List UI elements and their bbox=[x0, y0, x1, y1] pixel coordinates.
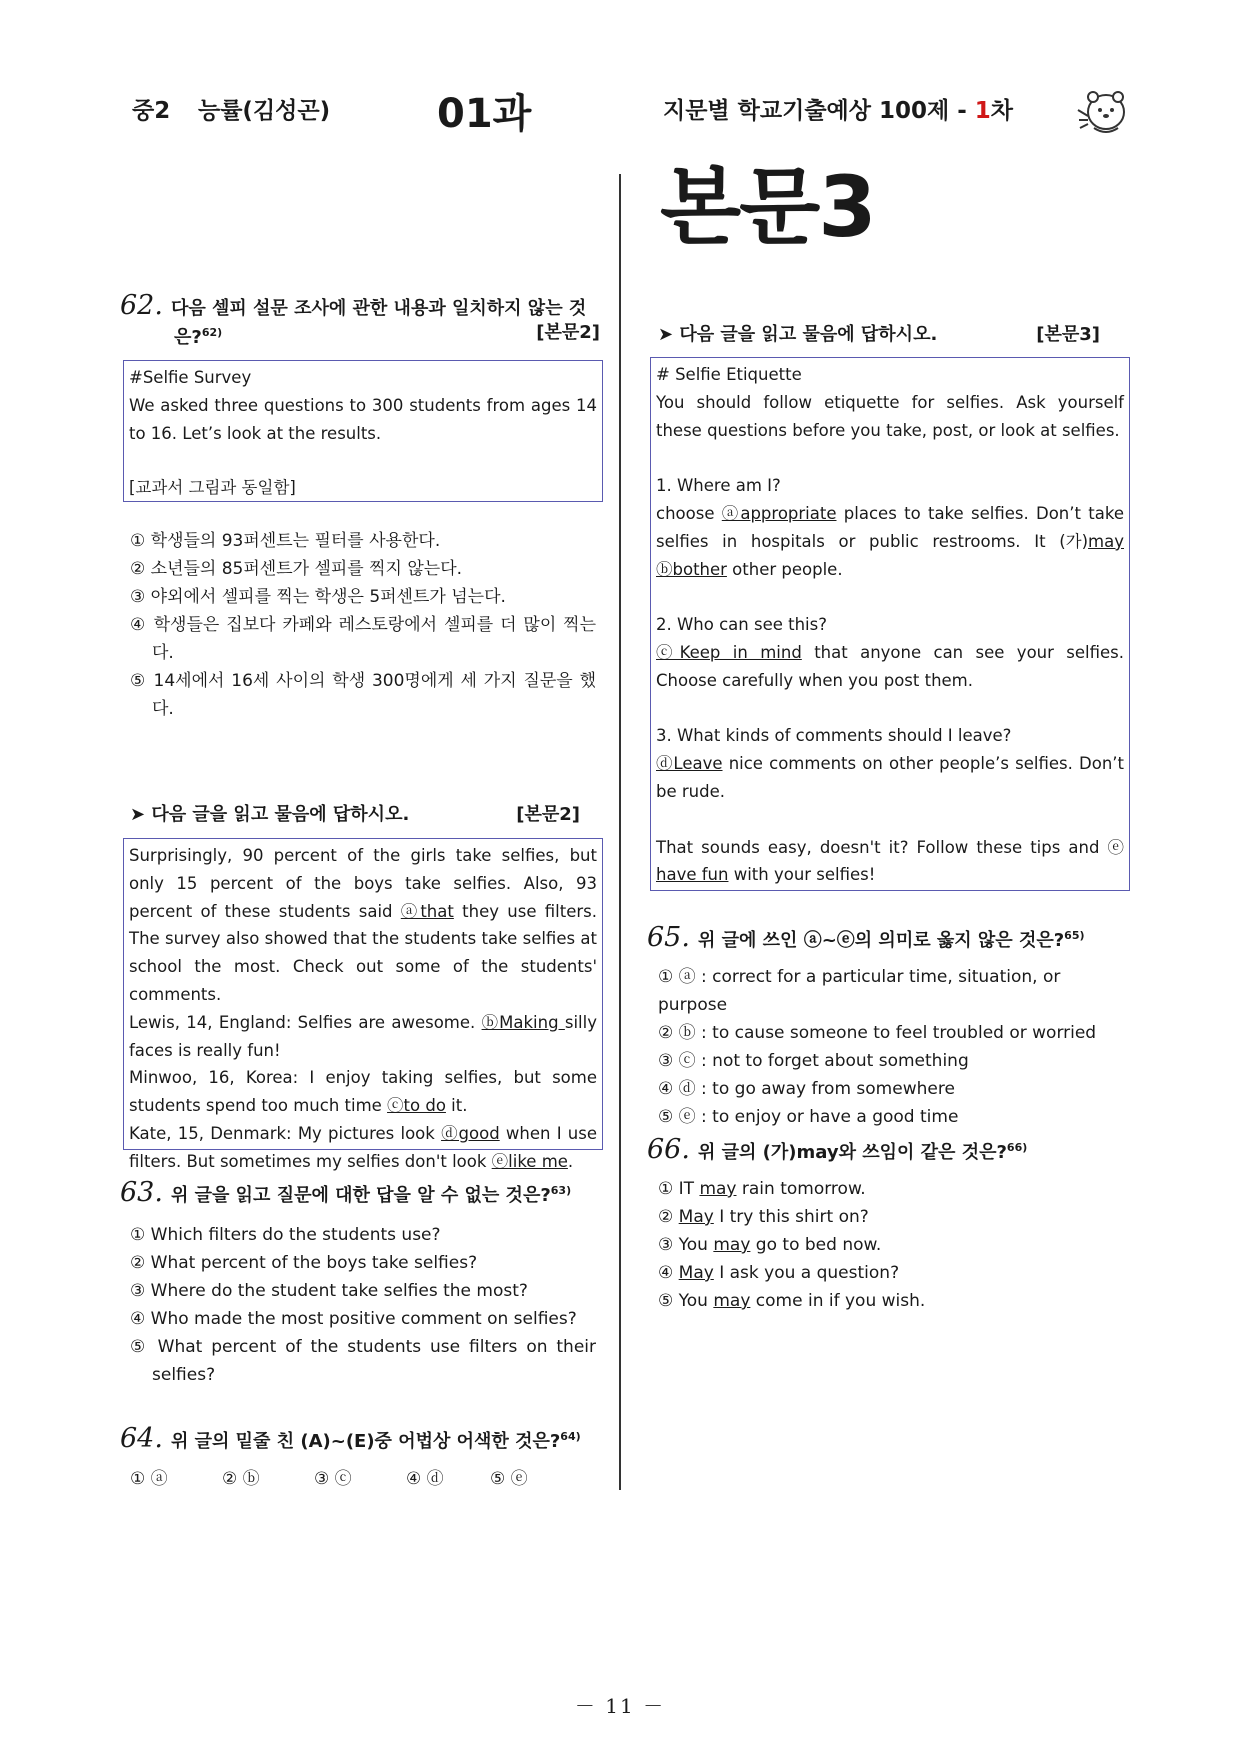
passage-3-ending bbox=[656, 834, 1124, 890]
passage-2-para-2 bbox=[129, 1009, 597, 1065]
passage-2-header bbox=[130, 800, 580, 826]
question-64-footnote: 64) bbox=[560, 1430, 581, 1443]
question-64-options bbox=[130, 1465, 600, 1493]
option-65-1[interactable]: ① ⓐ : correct for a particular time, situation, or purpose bbox=[658, 967, 1061, 1015]
option-65-5[interactable]: ⑤ ⓔ : to enjoy or have a good time bbox=[658, 1107, 959, 1127]
option-underline: may bbox=[713, 1235, 751, 1255]
option-text: go to bed now. bbox=[750, 1235, 882, 1255]
survey-text: We asked three questions to 300 students from ages 14 to 16. Let’s look at the results. bbox=[129, 395, 597, 443]
passage-3-title: # Selfie Etiquette bbox=[656, 365, 802, 384]
passage-3-tag: [본문3] bbox=[1036, 324, 1100, 345]
option-63-2[interactable]: ② What percent of the boys take selfies? bbox=[130, 1253, 478, 1273]
option-text: I try this shirt on? bbox=[713, 1207, 869, 1227]
p3-text: That sounds easy, doesn't it? Follow these tips and ⓔ bbox=[656, 837, 1124, 857]
underline-may: may bbox=[1088, 531, 1124, 551]
p3-text: with your selfies! bbox=[728, 865, 876, 885]
option-63-1[interactable]: ① Which filters do the students use? bbox=[130, 1225, 441, 1245]
p3-text: other people. bbox=[726, 559, 843, 579]
passage-2-para-3 bbox=[129, 1064, 597, 1120]
survey-note: [교과서 그림과 동일함] bbox=[129, 478, 296, 498]
underline-c: ⓒto do bbox=[387, 1096, 446, 1116]
passage-3-heading-3: 3. What kinds of comments should I leave? bbox=[656, 726, 1012, 746]
underline-d: ⓓgood bbox=[441, 1123, 500, 1143]
passage-2-box bbox=[123, 838, 603, 1171]
option-64-4[interactable]: ④ ⓓ bbox=[406, 1469, 444, 1489]
option-underline: May bbox=[678, 1207, 714, 1227]
option-65-4[interactable]: ④ ⓓ : to go away from somewhere bbox=[658, 1079, 955, 1099]
question-62-number: 62. bbox=[120, 290, 163, 321]
passage-2-para-1 bbox=[129, 842, 597, 1009]
passage-3-box bbox=[650, 357, 1130, 891]
question-66-options bbox=[658, 1175, 1128, 1315]
p2-text: Kate, 15, Denmark: My pictures look bbox=[129, 1123, 442, 1143]
p3-text: choose bbox=[656, 503, 722, 523]
option-64-1[interactable]: ① ⓐ bbox=[130, 1469, 168, 1489]
question-64-number: 64. bbox=[120, 1423, 163, 1454]
passage-2-instruction: ➤ 다음 글을 읽고 물음에 답하시오. bbox=[130, 804, 410, 825]
option-63-3[interactable]: ③ Where do the student take selfies the most? bbox=[130, 1281, 528, 1301]
section-title: 본문3 bbox=[660, 158, 875, 256]
p2-text: Lewis, 14, England: Selfies are awesome. bbox=[129, 1012, 482, 1032]
option-underline: may bbox=[699, 1179, 737, 1199]
survey-title: #Selfie Survey bbox=[129, 368, 252, 387]
underline-d: ⓓLeave bbox=[656, 754, 723, 774]
option-underline: may bbox=[713, 1291, 751, 1311]
series-suffix: 차 bbox=[990, 98, 1013, 124]
p2-text: Surprisingly, 90 percent of the girls take selfies, but only 15 percent of the boys take selfies. Also, 93 percent of these students said bbox=[129, 846, 597, 921]
option-text: ⑤ You bbox=[658, 1291, 714, 1311]
question-62 bbox=[120, 292, 600, 352]
option-66-4[interactable] bbox=[658, 1259, 1128, 1287]
option-63-5[interactable]: ⑤ What percent of the students use filters on their selfies? bbox=[130, 1337, 596, 1385]
passage-3-instruction: ➤ 다음 글을 읽고 물음에 답하시오. bbox=[658, 324, 938, 345]
mascot-icon bbox=[1076, 86, 1128, 136]
p2-text: when I use filters. But sometimes my selfies don't look bbox=[129, 1123, 597, 1171]
option-62-5[interactable]: ⑤ 14세에서 16세 사이의 학생 300명에게 세 가지 질문을 했다. bbox=[130, 671, 596, 719]
p3-text: places to take selfies. Don’t take selfies in hospitals or public restrooms. It (가) bbox=[656, 503, 1124, 551]
page-number: － 11 － bbox=[574, 1694, 666, 1718]
passage-3-section-1 bbox=[656, 500, 1124, 583]
passage-3-heading-1: 1. Where am I? bbox=[656, 476, 781, 496]
option-65-3[interactable]: ③ ⓒ : not to forget about something bbox=[658, 1051, 969, 1071]
header-series bbox=[663, 92, 1013, 125]
option-62-1[interactable]: ① 학생들의 93퍼센트는 필터를 사용한다. bbox=[130, 531, 441, 551]
question-62-box bbox=[123, 360, 603, 502]
question-66-footnote: 66) bbox=[1006, 1141, 1028, 1154]
question-62-text: 다음 셀피 설문 조사에 관한 내용과 일치하지 않는 것 bbox=[170, 298, 587, 319]
underline-c: ⓒKeep in mind bbox=[656, 642, 802, 662]
series-number: 1 bbox=[974, 98, 991, 124]
passage-3-intro: You should follow etiquette for selfies. Ask yourself these questions before you take, post, or look at selfies. bbox=[656, 392, 1124, 440]
passage-2-para-4 bbox=[129, 1120, 597, 1176]
p2-text: they use filters. The survey also showed that the students take selfies at school the most. Check out some of the students' comments. bbox=[129, 901, 597, 1004]
option-text: ① IT bbox=[658, 1179, 700, 1199]
p2-text: . bbox=[567, 1151, 574, 1171]
question-62-tag: [본문2] bbox=[536, 322, 600, 343]
question-65-footnote: 65) bbox=[1064, 929, 1085, 942]
question-63-number: 63. bbox=[120, 1177, 163, 1208]
option-text: ② bbox=[658, 1207, 679, 1227]
passage-3-header bbox=[658, 320, 1100, 346]
question-63-options bbox=[130, 1221, 596, 1389]
option-text: ④ bbox=[658, 1263, 679, 1283]
question-65-prompt bbox=[647, 922, 1127, 955]
p2-text: silly faces is really fun! bbox=[129, 1012, 597, 1060]
option-text: rain tomorrow. bbox=[736, 1179, 866, 1199]
series-label: 지문별 학교기출예상 100제 - bbox=[663, 98, 975, 124]
option-65-2[interactable]: ② ⓑ : to cause someone to feel troubled or worried bbox=[658, 1023, 1097, 1043]
option-text: I ask you a question? bbox=[713, 1263, 900, 1283]
header-textbook: 능률(김성곤) bbox=[198, 98, 331, 124]
p2-text: Minwoo, 16, Korea: I enjoy taking selfies, but some students spend too much time bbox=[129, 1068, 597, 1116]
underline-e: ⓔlike me bbox=[491, 1151, 568, 1171]
question-64-text: 위 글의 밑줄 친 (A)~(E)중 어법상 어색한 것은? bbox=[170, 1431, 561, 1452]
option-64-2[interactable]: ② ⓑ bbox=[222, 1469, 260, 1489]
option-text: ③ You bbox=[658, 1235, 714, 1255]
question-64-prompt bbox=[120, 1423, 600, 1456]
question-62-options bbox=[130, 527, 596, 723]
underline-e: have fun bbox=[656, 865, 729, 885]
option-62-3[interactable]: ③ 야외에서 셀피를 찍는 학생은 5퍼센트가 넘는다. bbox=[130, 587, 506, 607]
option-64-5[interactable]: ⑤ ⓔ bbox=[490, 1469, 528, 1489]
underline-a: ⓐthat bbox=[400, 901, 454, 921]
question-62-footnote: 62) bbox=[201, 326, 223, 339]
option-62-2[interactable]: ② 소년들의 85퍼센트가 셀피를 찍지 않는다. bbox=[130, 559, 463, 579]
question-66-prompt bbox=[647, 1134, 1127, 1167]
underline-a: ⓐappropriate bbox=[721, 503, 837, 523]
question-62-prompt-line2 bbox=[120, 319, 600, 352]
question-66-text: 위 글의 (가)may와 쓰임이 같은 것은? bbox=[697, 1142, 1007, 1163]
column-divider bbox=[619, 174, 621, 1490]
option-underline: May bbox=[678, 1263, 714, 1283]
question-65-options bbox=[658, 963, 1128, 1131]
question-65-number: 65. bbox=[647, 922, 690, 953]
p3-text: nice comments on other people’s selfies. Don’t be rude. bbox=[656, 754, 1124, 801]
passage-3-section-3 bbox=[656, 750, 1124, 806]
question-63-footnote: 63) bbox=[550, 1184, 572, 1197]
p3-text: that anyone can see your selfies. Choose carefully when you post them. bbox=[656, 642, 1124, 690]
underline-b: ⓑMaking bbox=[481, 1012, 565, 1032]
option-66-2[interactable] bbox=[658, 1203, 1128, 1231]
header-grade: 중2 bbox=[132, 98, 171, 124]
passage-3-heading-2: 2. Who can see this? bbox=[656, 615, 827, 635]
option-66-5[interactable] bbox=[658, 1287, 1128, 1315]
question-66-number: 66. bbox=[647, 1134, 690, 1165]
option-text: come in if you wish. bbox=[750, 1291, 926, 1311]
option-62-4[interactable]: ④ 학생들은 집보다 카페와 레스토랑에서 셀피를 더 많이 찍는다. bbox=[130, 615, 596, 663]
underline-b: ⓑbother bbox=[656, 559, 727, 579]
option-64-3[interactable]: ③ ⓒ bbox=[314, 1469, 352, 1489]
question-63-text: 위 글을 읽고 질문에 대한 답을 알 수 없는 것은? bbox=[170, 1185, 551, 1206]
question-63-prompt bbox=[120, 1177, 600, 1210]
question-65-text: 위 글에 쓰인 ⓐ~ⓔ의 의미로 옳지 않은 것은? bbox=[697, 930, 1065, 951]
passage-2-tag: [본문2] bbox=[516, 804, 580, 825]
header-lesson: 01과 bbox=[437, 91, 532, 137]
option-66-1[interactable] bbox=[658, 1175, 1128, 1203]
option-63-4[interactable]: ④ Who made the most positive comment on selfies? bbox=[130, 1309, 577, 1329]
passage-3-section-2 bbox=[656, 639, 1124, 695]
question-62-text-cont: 은? bbox=[174, 327, 202, 348]
p2-text: it. bbox=[445, 1096, 468, 1116]
option-66-3[interactable] bbox=[658, 1231, 1128, 1259]
